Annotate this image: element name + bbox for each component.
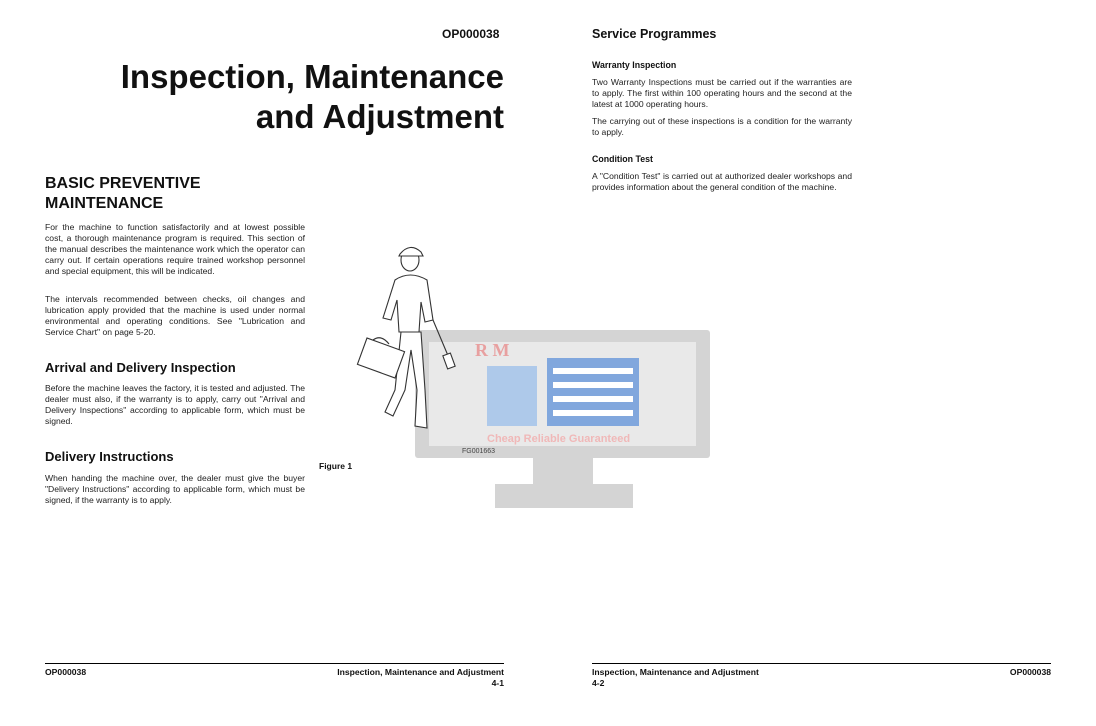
section-heading-line-2: MAINTENANCE [45, 195, 164, 212]
delivery-paragraph: When handing the machine over, the dealer must give the buyer "Delivery Instructions" according to applicable form, which must be signed, if the warranty is to apply. [45, 473, 305, 505]
condition-heading: Condition Test [592, 154, 653, 164]
figure-id: FG001663 [462, 448, 496, 455]
title-line-1: Inspection, Maintenance [120, 58, 504, 95]
intervals-paragraph: The intervals recommended between checks, oil changes and lubrication apply provided that the machine is used under normal environmental and operating conditions. See "Lubrication and Service Chart" on page 5-20. [45, 294, 305, 337]
section-heading-basic-maintenance [45, 174, 305, 214]
left-footer-title-text: Inspection, Maintenance and Adjustment [337, 667, 504, 677]
delivery-heading: Delivery Instructions [45, 449, 174, 464]
page-title [44, 57, 504, 137]
watermark-tagline: Cheap Reliable Guaranteed [487, 433, 631, 445]
section-heading-line-1: BASIC PREVENTIVE [45, 175, 201, 192]
left-footer-title [304, 667, 504, 689]
right-footer-title [592, 667, 759, 689]
right-footer-title-text: Inspection, Maintenance and Adjustment [592, 667, 759, 677]
left-footer-page-number: 4-1 [491, 678, 504, 688]
right-footer-rule [592, 663, 1051, 664]
watermark-logo-text: R M [475, 340, 510, 360]
intro-paragraph: For the machine to function satisfactorily and at lowest possible cost, a thorough maintenance program is required. This section of the manual describes the maintenance work which the operator can carry out. If certain operations require trained workshop personnel and special equipment, this will be indicated. [45, 222, 305, 276]
arrival-heading: Arrival and Delivery Inspection [45, 360, 236, 375]
arrival-paragraph: Before the machine leaves the factory, it is tested and adjusted. The dealer must also, if the warranty is to apply, carry out "Arrival and Delivery Inspections" according to applicable form, which must be signed. [45, 383, 305, 426]
warranty-paragraph-2: The carrying out of these inspections is a condition for the warranty to apply. [592, 116, 852, 137]
warranty-heading: Warranty Inspection [592, 60, 677, 70]
right-footer-page-number: 4-2 [592, 678, 605, 688]
left-footer-code: OP000038 [45, 667, 87, 677]
right-header-title: Service Programmes [592, 27, 717, 41]
title-line-2: and Adjustment [255, 98, 504, 135]
left-header-code: OP000038 [442, 27, 500, 41]
left-footer-rule [45, 663, 504, 664]
worker-illustration [355, 240, 465, 440]
warranty-paragraph-1: Two Warranty Inspections must be carried out if the warranties are to apply. The first within 100 operating hours and the second at the latest at 1000 operating hours. [592, 77, 852, 109]
figure-caption: Figure 1 [319, 461, 353, 471]
condition-paragraph: A "Condition Test" is carried out at authorized dealer workshops and provides information about the general condition of the machine. [592, 171, 852, 192]
right-footer-code: OP000038 [1009, 667, 1051, 677]
